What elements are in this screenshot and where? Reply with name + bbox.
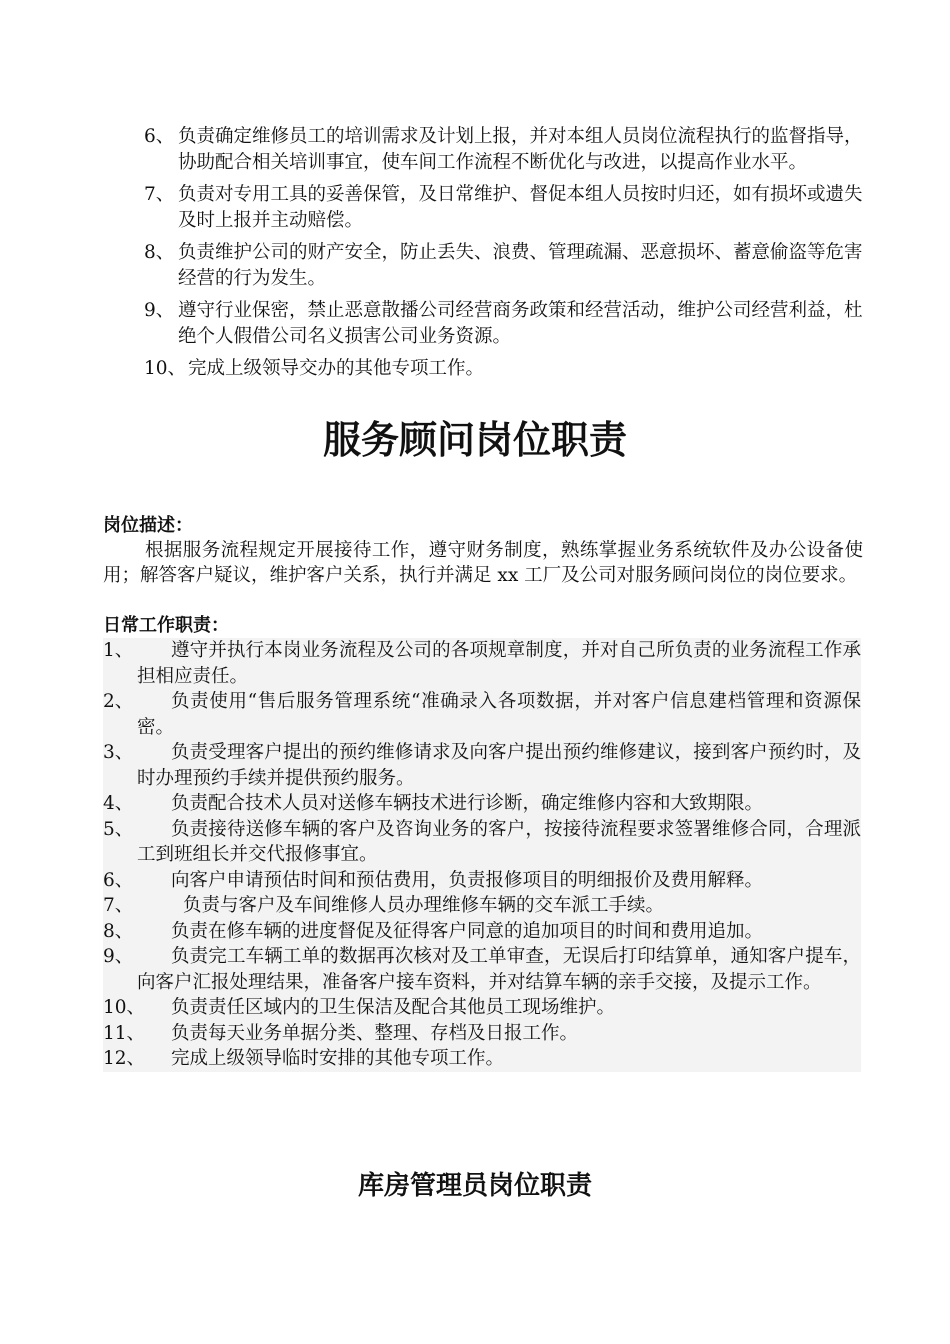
item-number: 10、 [144,358,187,379]
duty-number: 8、 [103,920,134,942]
duty-number: 6、 [103,869,134,891]
list-item [144,182,864,234]
item-text: 负责对专用工具的妥善保管，及日常维护、督促本组人员按时归还，如有损坏或遗失及时上报并主动赔偿。 [178,184,863,231]
duty-item [103,1046,861,1072]
duty-text: 负责受理客户提出的预约维修请求及向客户提出预约维修建议，接到客户预约时，及时办理预约手续并提供预约服务。 [137,742,861,789]
item-text: 负责维护公司的财产安全，防止丢失、浪费、管理疏漏、恶意损坏、蓄意偷盗等危害经营的行为发生。 [178,242,863,289]
daily-duties-heading-block [103,614,863,638]
duty-text: 负责使用“售后服务管理系统“准确录入各项数据，并对客户信息建档管理和资源保密。 [137,691,861,738]
duty-number: 11、 [103,1022,146,1044]
list-item [144,298,864,350]
duty-item [103,791,861,817]
item-number: 8、 [144,242,175,263]
duty-text: 负责完工车辆工单的数据再次核对及工单审查，无误后打印结算单，通知客户提车，向客户汇报处理结果，准备客户接车资料，并对结算车辆的亲手交接，及提示工作。 [137,946,861,993]
list-item [144,124,864,176]
duty-item [103,1021,861,1047]
duty-item [103,893,861,919]
duty-number: 12、 [103,1048,146,1069]
duty-text: 负责配合技术人员对送修车辆技术进行诊断，确定维修内容和大致期限。 [171,793,764,814]
description-text: 根据服务流程规定开展接待工作，遵守财务制度，熟练掌握业务系统软件及办公设备使用；解答客户疑议，维护客户关系，执行并满足 xx 工厂及公司对服务顾问岗位的岗位要求。 [103,540,863,586]
duty-item [103,689,861,740]
next-section-title: 库房管理员岗位职责 [357,1171,592,1201]
list-item [144,356,864,382]
item-number: 9、 [144,300,175,321]
continued-duty-list [144,124,864,388]
duty-text: 完成上级领导临时安排的其他专项工作。 [171,1048,505,1069]
duty-number: 4、 [103,793,134,814]
duty-text: 遵守并执行本岗业务流程及公司的各项规章制度，并对自己所负责的业务流程工作承担相应责任。 [137,640,861,687]
description-heading: 岗位描述： [103,515,193,536]
item-text: 完成上级领导交办的其他专项工作。 [188,358,485,379]
duty-item [103,944,861,995]
duty-text: 负责责任区域内的卫生保洁及配合其他员工现场维护。 [171,997,616,1018]
duty-text: 负责在修车辆的进度督促及征得客户同意的追加项目的时间和费用追加。 [171,920,764,942]
duty-number: 10、 [103,997,146,1018]
duty-number: 9、 [103,946,134,967]
duty-text: 负责与客户及车间维修人员办理维修车辆的交车派工手续。 [183,895,665,916]
job-description-section [103,514,863,588]
item-text: 遵守行业保密，禁止恶意散播公司经营商务政策和经营活动，维护公司经营利益，杜绝个人假借公司名义损害公司业务资源。 [178,300,863,347]
item-text: 负责确定维修员工的培训需求及计划上报，并对本组人员岗位流程执行的监督指导，协助配合相关培训事宜，使车间工作流程不断优化与改进，以提高作业水平。 [178,126,863,173]
page-title: 服务顾问岗位职责 [322,417,627,462]
duty-text: 负责接待送修车辆的客户及咨询业务的客户，按接待流程要求签署维修合同，合理派工到班组长并交代报修事宜。 [137,818,861,865]
duty-number: 7、 [103,895,134,916]
duty-item [103,919,861,945]
duty-number: 3、 [103,742,134,763]
duty-number: 1、 [103,640,134,661]
duty-item [103,740,861,791]
duty-item [103,817,861,868]
item-number: 6、 [144,126,175,147]
duty-item [103,868,861,894]
duty-number: 5、 [103,818,134,840]
duties-heading: 日常工作职责： [103,615,229,636]
daily-duties-list [103,638,861,1072]
item-number: 7、 [144,184,175,205]
duty-item [103,638,861,689]
duty-text: 向客户申请预估时间和预估费用，负责报修项目的明细报价及费用解释。 [171,869,764,891]
list-item [144,240,864,292]
duty-item [103,995,861,1021]
duty-text: 负责每天业务单据分类、整理、存档及日报工作。 [171,1022,579,1044]
duty-number: 2、 [103,691,134,712]
